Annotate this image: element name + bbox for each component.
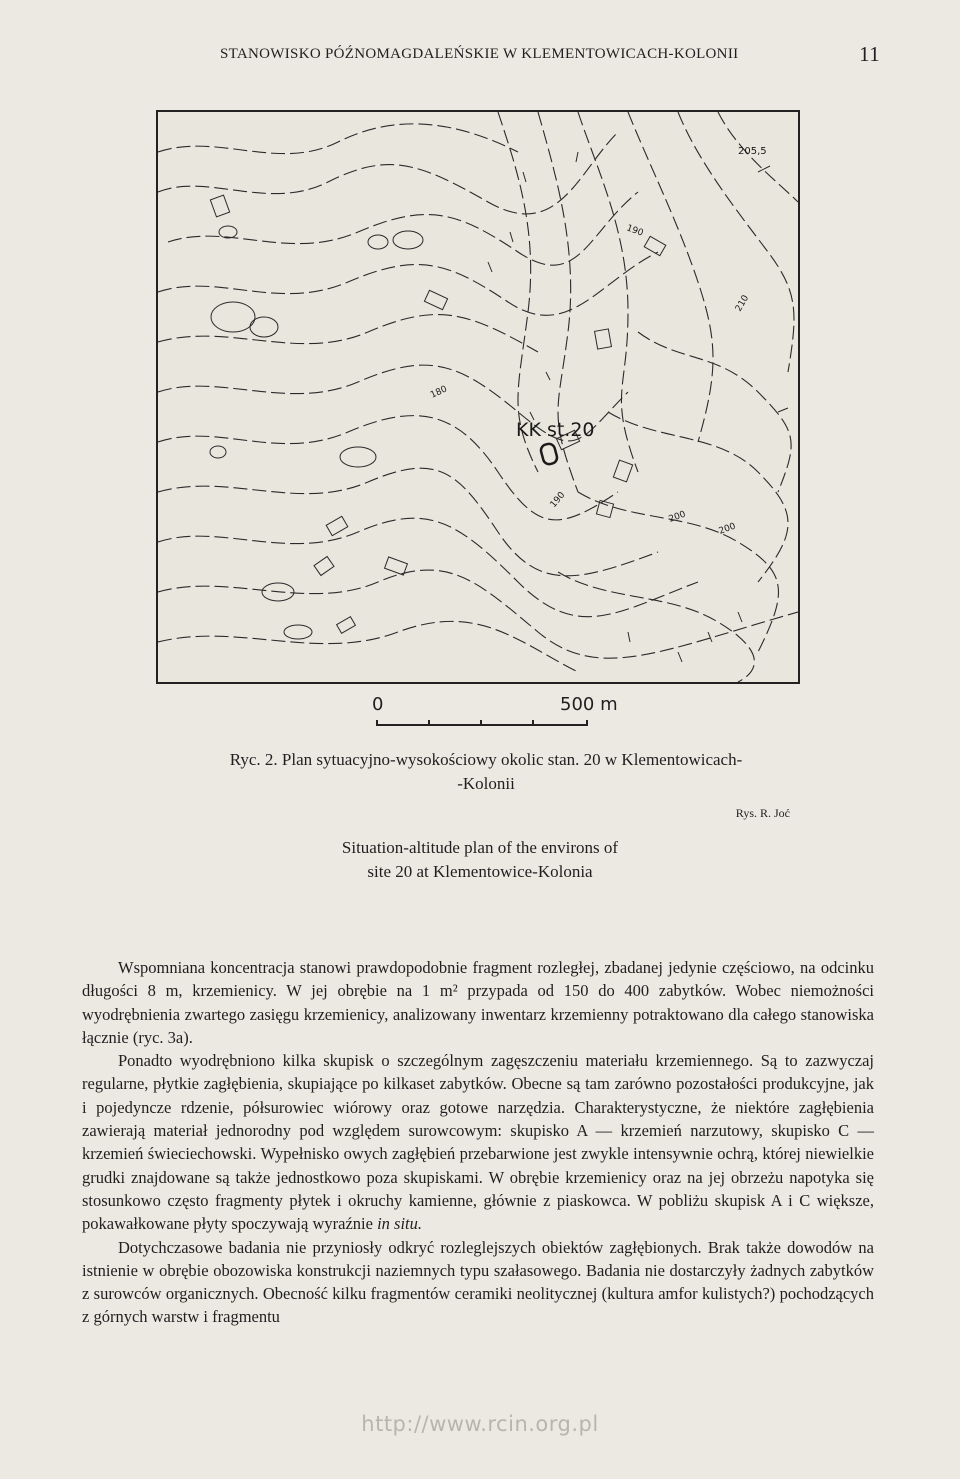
scale-tick	[376, 720, 378, 726]
site-label: KK st.20	[516, 419, 595, 441]
scale-tick	[428, 720, 430, 726]
scale-bar	[372, 694, 618, 734]
paragraph-text: Ponadto wyodrębniono kilka skupisk o szczególnym zagęszczeniu materiału krzemiennego. Są to zazwyczaj regularne, płytkie zagłębienia, skupiające po kilkaset zabytków. Obecne są tam zarówno pozostałości produkcyjne, jak i pojedyncze rdzenie, półsurowiec wiórowy oraz gotowe narzędzia. Charakterystyczne, że niektóre zagłębienia zawierają materiał jednorodny pod względem surowcowym: skupisko A — krzemień narzutowy, skupisko C — krzemień świeciechowski. Wypełnisko owych zagłębień przebarwione jest zwykle intensywnie ochrą, której niewielkie grudki znajdowane są także jednostkowo poza skupiskami. W obrębie krzemienicy oraz na jej obrzeżu napotyka się stosunkowo często fragmenty płytek i okruchy kamienne, głównie z piaskowca. W pobliżu skupisk A i C większe, pokawałkowane płyty spoczywają wyraźnie	[82, 1051, 874, 1234]
paragraph	[82, 1049, 874, 1235]
elevation-label: 190	[624, 223, 645, 239]
caption-line: Situation-altitude plan of the environs of	[341, 838, 619, 857]
caption-line: -Kolonii	[457, 774, 515, 793]
footer-watermark-url: http://www.rcin.org.pl	[361, 1412, 599, 1436]
elevation-label: 210	[733, 293, 752, 314]
elevation-label: 190	[548, 490, 568, 510]
caption-line: site 20 at Klementowice-Kolonia	[367, 862, 593, 881]
scale-line	[376, 724, 588, 726]
scale-start-label: 0	[372, 694, 384, 715]
elevation-label: 180	[429, 384, 449, 401]
elevation-label: 205,5	[738, 146, 767, 157]
contour-map-svg	[158, 112, 798, 682]
figure-caption-polish	[176, 748, 796, 796]
scale-tick	[480, 720, 482, 726]
scale-end-label: 500 m	[560, 694, 618, 715]
elevation-label: 200	[717, 521, 738, 537]
topographic-map	[156, 110, 800, 684]
figure-author: Rys. R. Joć	[735, 806, 790, 820]
paragraph: Wspomniana koncentracja stanowi prawdopodobnie fragment rozległej, zbadanej jedynie częściowo, na odcinku długości 8 m, krzemienicy. W jej obrębie na 1 m² przypada od 150 do 400 zabytków. Wobec niemożności wyodrębnienia zwartego zasięgu krzemienicy, analizowany inwentarz krzemienny potraktowano dla całego stanowiska łącznie (ryc. 3a).	[82, 958, 874, 1047]
paragraph: Dotychczasowe badania nie przyniosły odkryć rozleglejszych obiektów zagłębionych. Brak także dowodów na istnienie w obrębie obozowiska konstrukcji naziemnych typu szałasowego. Badania nie dostarczyły żadnych zabytków z surowców organicznych. Obecność kilku fragmentów ceramiki neolitycznej (kultura amfor kulistych?) pochodzących z górnych warstw i fragmentu	[82, 1237, 874, 1327]
italic-term: in situ.	[377, 1214, 422, 1234]
running-title: STANOWISKO PÓŹNOMAGDALEŃSKIE W KLEMENTOWICACH-KOLONII	[220, 46, 739, 62]
page-number: 11	[859, 42, 880, 66]
site-marker	[540, 443, 559, 466]
scale-tick	[532, 720, 534, 726]
figure-caption-english	[180, 836, 780, 884]
caption-line: Ryc. 2. Plan sytuacyjno-wysokościowy okolic stan. 20 w Klementowicach-	[229, 750, 743, 769]
scale-tick	[586, 720, 588, 726]
article-body	[82, 956, 874, 1329]
elevation-label: 200	[667, 509, 688, 525]
